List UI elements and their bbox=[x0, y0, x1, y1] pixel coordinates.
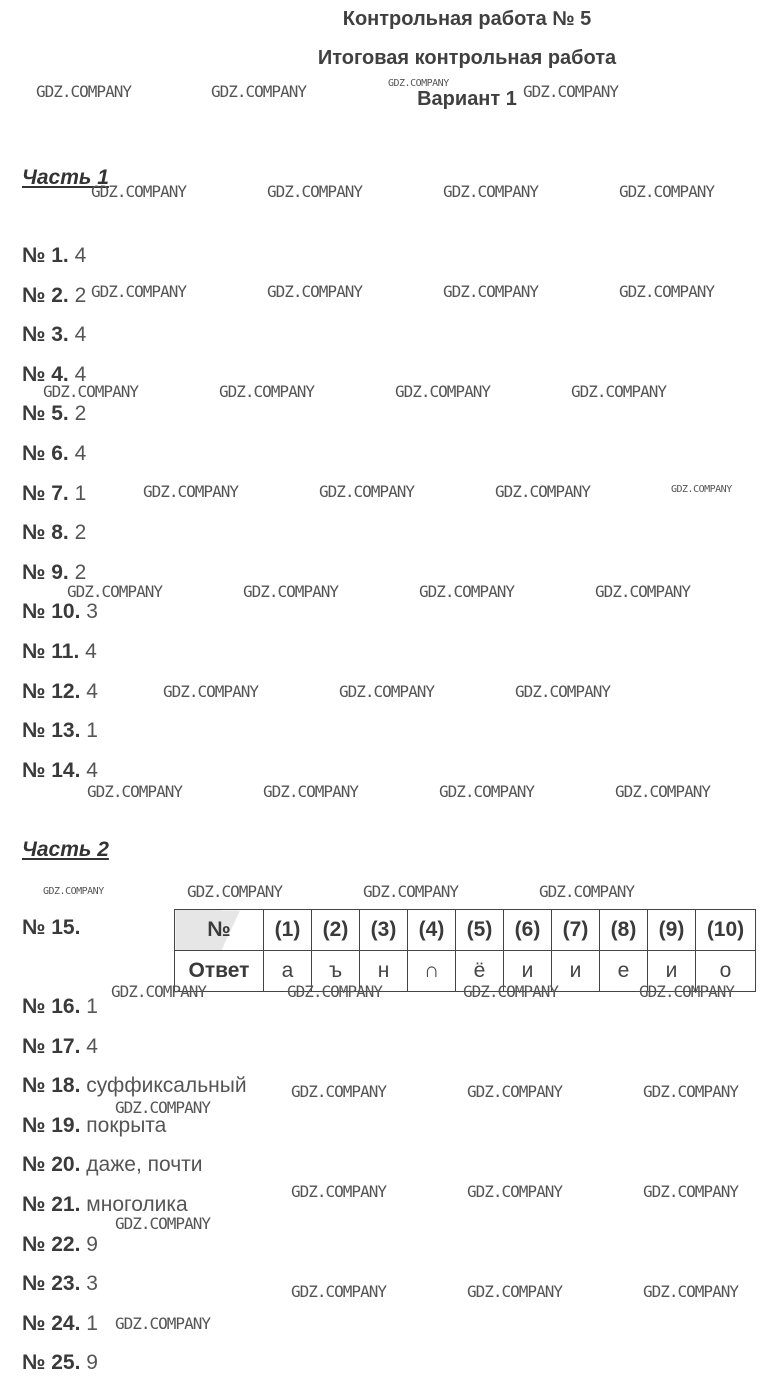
question-number: № 20. bbox=[22, 1153, 81, 1177]
watermark-text: GDZ.COMPANY bbox=[43, 382, 138, 401]
answer-row bbox=[22, 600, 98, 624]
watermark-text: GDZ.COMPANY bbox=[595, 582, 690, 601]
question-number: № 4. bbox=[22, 362, 69, 386]
watermark-text: GDZ.COMPANY bbox=[639, 982, 734, 1001]
table-column-header: (1) bbox=[264, 910, 312, 951]
watermark-text: GDZ.COMPANY bbox=[467, 1082, 562, 1101]
table-cell: ъ bbox=[312, 951, 360, 992]
table-cell: ∩ bbox=[408, 951, 456, 992]
table-cell: е bbox=[600, 951, 648, 992]
watermark-text: GDZ.COMPANY bbox=[619, 282, 714, 301]
watermark-text: GDZ.COMPANY bbox=[91, 182, 186, 201]
answer-value: покрыта bbox=[86, 1113, 167, 1137]
watermark-text: GDZ.COMPANY bbox=[291, 1282, 386, 1301]
answer-row bbox=[22, 561, 86, 585]
answer-row bbox=[22, 521, 86, 545]
watermark-text: GDZ.COMPANY bbox=[263, 782, 358, 801]
question-number: № 22. bbox=[22, 1232, 81, 1256]
watermark-text: GDZ.COMPANY bbox=[115, 1098, 210, 1117]
question-number: № 25. bbox=[22, 1351, 81, 1375]
watermark-text: GDZ.COMPANY bbox=[219, 382, 314, 401]
answer-row bbox=[22, 719, 98, 743]
answer-value: 1 bbox=[86, 1311, 98, 1335]
question-number: № 3. bbox=[22, 323, 69, 347]
answer-value: 4 bbox=[74, 442, 87, 465]
table-header-row bbox=[175, 910, 756, 951]
answer-value: 3 bbox=[86, 1272, 98, 1296]
watermark-text: GDZ.COMPANY bbox=[67, 582, 162, 601]
watermark-text: GDZ.COMPANY bbox=[443, 182, 538, 201]
answer-value: 4 bbox=[86, 679, 98, 703]
answer-row bbox=[22, 402, 86, 426]
question-number: № 17. bbox=[22, 1034, 81, 1058]
question-number: № 2. bbox=[22, 283, 69, 307]
question-number: № 11. bbox=[22, 640, 80, 663]
page-title: Контрольная работа № 5 bbox=[342, 8, 592, 30]
question-number: № 15. bbox=[22, 916, 81, 939]
table-answer-row bbox=[175, 951, 756, 992]
answer-row bbox=[22, 1153, 203, 1177]
watermark-text: GDZ.COMPANY bbox=[463, 982, 558, 1001]
answer-value: 9 bbox=[86, 1232, 98, 1256]
table-header-label: № bbox=[175, 910, 264, 951]
question-number: № 21. bbox=[22, 1193, 81, 1216]
part2-heading: Часть 2 bbox=[22, 838, 109, 861]
watermark-text: GDZ.COMPANY bbox=[163, 682, 258, 701]
answer-row bbox=[22, 640, 97, 664]
answer-row bbox=[22, 680, 98, 704]
question-number: № 10. bbox=[22, 600, 81, 624]
question-number: № 12. bbox=[22, 679, 81, 703]
watermark-text: GDZ.COMPANY bbox=[339, 682, 434, 701]
watermark-text: GDZ.COMPANY bbox=[523, 82, 618, 101]
watermark-text: GDZ.COMPANY bbox=[211, 82, 306, 101]
question-number: № 7. bbox=[22, 481, 69, 505]
answer-value: 2 bbox=[74, 283, 87, 307]
question-number: № 8. bbox=[22, 521, 69, 545]
watermark-text: GDZ.COMPANY bbox=[187, 882, 282, 901]
question-15 bbox=[22, 916, 80, 940]
answer-value: 4 bbox=[74, 244, 87, 267]
table-column-header: (10) bbox=[696, 910, 756, 951]
answer-value: 1 bbox=[74, 481, 87, 505]
question-number: № 18. bbox=[22, 1074, 81, 1098]
answer-value: 3 bbox=[86, 600, 98, 624]
answer-value: 2 bbox=[74, 402, 87, 426]
page-subtitle: Итоговая контрольная работа bbox=[317, 47, 617, 69]
watermark-text: GDZ.COMPANY bbox=[571, 382, 666, 401]
question-number: № 6. bbox=[22, 442, 69, 465]
watermark-text: GDZ.COMPANY bbox=[243, 582, 338, 601]
answer-row bbox=[22, 759, 98, 783]
table-cell: о bbox=[696, 951, 756, 992]
watermark-text: GDZ.COMPANY bbox=[467, 1282, 562, 1301]
answer-row bbox=[22, 1114, 166, 1138]
watermark-text: GDZ.COMPANY bbox=[267, 182, 362, 201]
answer-value: многолика bbox=[86, 1193, 188, 1216]
question-number: № 13. bbox=[22, 719, 81, 743]
table-column-header: (5) bbox=[456, 910, 504, 951]
answer-value: 9 bbox=[86, 1351, 98, 1375]
answer-value: 1 bbox=[86, 995, 98, 1018]
question-15-table bbox=[174, 909, 756, 992]
answer-row bbox=[22, 323, 86, 347]
table-cell: н bbox=[360, 951, 408, 992]
answer-row bbox=[22, 1193, 188, 1217]
answer-value: 4 bbox=[86, 758, 98, 782]
answer-row bbox=[22, 1312, 98, 1336]
watermark-text: GDZ.COMPANY bbox=[87, 782, 182, 801]
watermark-text: GDZ.COMPANY bbox=[515, 682, 610, 701]
answer-row bbox=[22, 1272, 98, 1296]
answer-row bbox=[22, 995, 98, 1019]
watermark-text: GDZ.COMPANY bbox=[671, 484, 732, 495]
answer-value: 4 bbox=[86, 1034, 98, 1058]
table-column-header: (7) bbox=[552, 910, 600, 951]
answer-value: 2 bbox=[74, 560, 87, 584]
part1-heading: Часть 1 bbox=[22, 166, 109, 189]
watermark-text: GDZ.COMPANY bbox=[36, 82, 131, 101]
watermark-text: GDZ.COMPANY bbox=[291, 1082, 386, 1101]
answer-value: 4 bbox=[74, 362, 87, 386]
answer-row bbox=[22, 363, 86, 387]
answer-row bbox=[22, 284, 86, 308]
watermark-text: GDZ.COMPANY bbox=[439, 782, 534, 801]
watermark-text: GDZ.COMPANY bbox=[287, 982, 382, 1001]
watermark-text: GDZ.COMPANY bbox=[319, 482, 414, 501]
question-number: № 24. bbox=[22, 1311, 81, 1335]
table-column-header: (2) bbox=[312, 910, 360, 951]
answer-row bbox=[22, 1351, 98, 1375]
watermark-text: GDZ.COMPANY bbox=[615, 782, 710, 801]
answer-row bbox=[22, 244, 86, 268]
variant-label: Вариант 1 bbox=[417, 88, 517, 110]
answer-value: 4 bbox=[85, 640, 97, 663]
table-column-header: (4) bbox=[408, 910, 456, 951]
watermark-text: GDZ.COMPANY bbox=[419, 582, 514, 601]
watermark-text: GDZ.COMPANY bbox=[363, 882, 458, 901]
answer-row bbox=[22, 1035, 98, 1059]
question-number: № 14. bbox=[22, 758, 81, 782]
answer-value: 4 bbox=[74, 323, 87, 347]
answer-value: суффиксальный bbox=[86, 1074, 247, 1098]
watermark-text: GDZ.COMPANY bbox=[643, 1082, 738, 1101]
answer-value: даже, почти bbox=[86, 1153, 203, 1177]
table-cell: и bbox=[504, 951, 552, 992]
question-number: № 5. bbox=[22, 402, 69, 426]
table-column-header: (8) bbox=[600, 910, 648, 951]
watermark-text: GDZ.COMPANY bbox=[388, 78, 449, 89]
watermark-text: GDZ.COMPANY bbox=[467, 1182, 562, 1201]
watermark-text: GDZ.COMPANY bbox=[115, 1214, 210, 1233]
table-column-header: (6) bbox=[504, 910, 552, 951]
watermark-text: GDZ.COMPANY bbox=[395, 382, 490, 401]
question-number: № 23. bbox=[22, 1272, 81, 1296]
watermark-text: GDZ.COMPANY bbox=[539, 882, 634, 901]
table-cell: а bbox=[264, 951, 312, 992]
answer-value: 1 bbox=[86, 719, 98, 743]
watermark-text: GDZ.COMPANY bbox=[267, 282, 362, 301]
question-number: № 16. bbox=[22, 995, 81, 1018]
watermark-text: GDZ.COMPANY bbox=[443, 282, 538, 301]
table-cell: ё bbox=[456, 951, 504, 992]
table-cell: и bbox=[552, 951, 600, 992]
table-cell: и bbox=[648, 951, 696, 992]
answer-row bbox=[22, 442, 86, 466]
table-column-header: (9) bbox=[648, 910, 696, 951]
watermark-text: GDZ.COMPANY bbox=[643, 1182, 738, 1201]
watermark-text: GDZ.COMPANY bbox=[643, 1282, 738, 1301]
watermark-text: GDZ.COMPANY bbox=[143, 482, 238, 501]
table-answer-label: Ответ bbox=[175, 951, 264, 992]
question-number: № 19. bbox=[22, 1113, 81, 1137]
watermark-text: GDZ.COMPANY bbox=[91, 282, 186, 301]
table-column-header: (3) bbox=[360, 910, 408, 951]
watermark-text: GDZ.COMPANY bbox=[111, 982, 206, 1001]
question-number: № 1. bbox=[22, 244, 69, 267]
answer-value: 2 bbox=[74, 521, 87, 545]
answer-row bbox=[22, 482, 86, 506]
watermark-text: GDZ.COMPANY bbox=[43, 886, 104, 897]
watermark-text: GDZ.COMPANY bbox=[619, 182, 714, 201]
answer-row bbox=[22, 1233, 98, 1257]
watermark-text: GDZ.COMPANY bbox=[291, 1182, 386, 1201]
watermark-text: GDZ.COMPANY bbox=[115, 1314, 210, 1333]
answer-row bbox=[22, 1074, 247, 1098]
question-number: № 9. bbox=[22, 560, 69, 584]
watermark-text: GDZ.COMPANY bbox=[495, 482, 590, 501]
